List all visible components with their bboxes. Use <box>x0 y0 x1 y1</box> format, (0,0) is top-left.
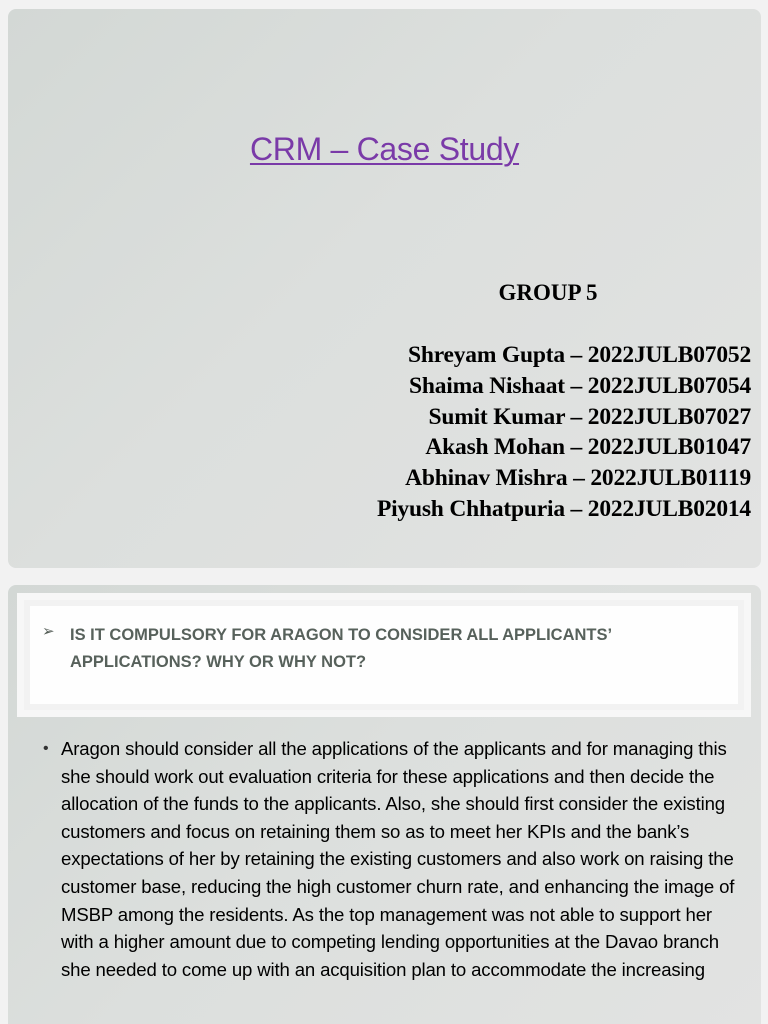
arrow-bullet-icon: ➢ <box>42 622 55 640</box>
answer-item <box>43 735 743 983</box>
member-item: Piyush Chhatpuria – 2022JULB02014 <box>376 495 751 522</box>
member-item: Shreyam Gupta – 2022JULB07052 <box>407 342 751 368</box>
answer-list <box>43 735 743 983</box>
slide-title[interactable]: CRM – Case Study <box>249 131 520 167</box>
question-panel <box>30 606 738 704</box>
title-slide <box>8 9 761 568</box>
member-list <box>377 340 751 525</box>
answer-text: Aragon should consider all the applications of the applicants and for managing this she should work out evaluation criteria for these applications and then decide the allocation of the funds to the applicants. Also, she should first consider the existing customers and focus on retaining them so as to meet her KPIs and the bank’s expectations of her by retaining the existing customers and also work on raising the customer base, reducing the high customer churn rate, and enhancing the image of MSBP among the residents. As the top management was not able to support her with a higher amount due to competing lending opportunities at the Davao branch she needed to come up with an acquisition plan to accommodate the increasing <box>61 738 735 980</box>
question-text: IS IT COMPULSORY FOR ARAGON TO CONSIDER ALL APPLICANTS’ APPLICATIONS? WHY OR WHY NOT? <box>70 626 612 671</box>
question-box <box>24 600 744 710</box>
bullet-icon: • <box>43 740 49 757</box>
member-item: Akash Mohan – 2022JULB01047 <box>425 434 751 461</box>
question-slide <box>8 585 761 1024</box>
member-item: Shaima Nishaat – 2022JULB07054 <box>409 372 751 399</box>
member-item: Sumit Kumar – 2022JULB07027 <box>428 403 751 430</box>
member-item: Abhinav Mishra – 2022JULB01119 <box>405 465 751 492</box>
group-heading: GROUP 5 <box>498 280 598 305</box>
